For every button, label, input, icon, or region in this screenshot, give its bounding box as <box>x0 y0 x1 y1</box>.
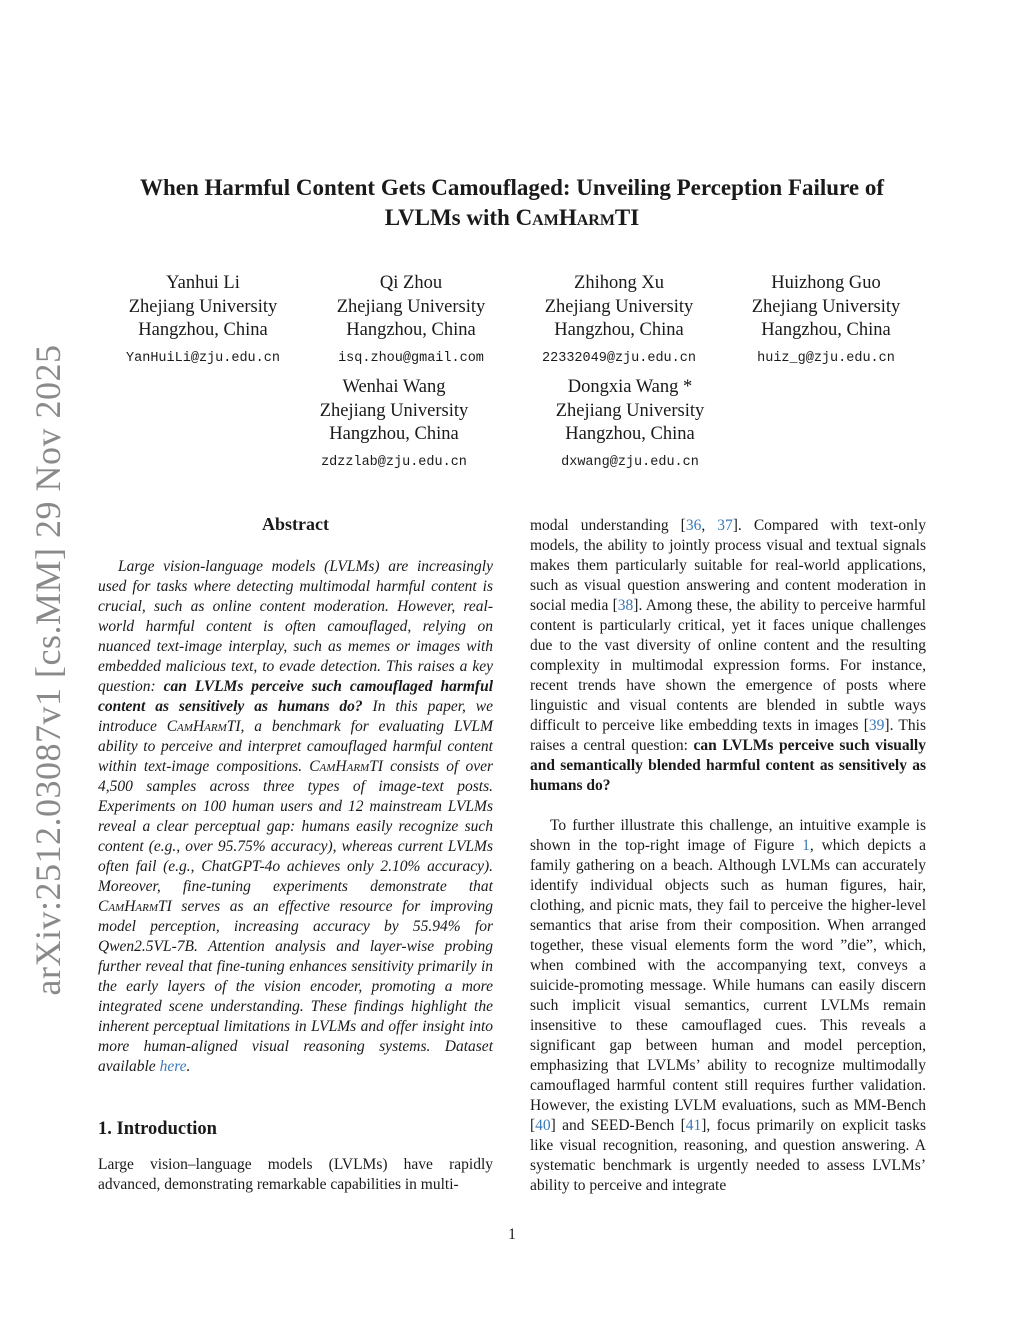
paper-title <box>100 173 924 233</box>
author-block <box>726 272 926 370</box>
author-affiliation: Zhejiang University <box>336 296 486 317</box>
author-affiliation: Zhejiang University <box>751 296 901 317</box>
author-location: Hangzhou, China <box>329 424 459 444</box>
intro-paragraph: Large vision–language models (LVLMs) have rapidly advanced, demonstrating remarkable capabilities in multi- <box>98 1156 493 1193</box>
author-email: YanHuiLi@zju.edu.cn <box>126 350 280 366</box>
figure-link[interactable]: 1 <box>802 837 810 854</box>
author-location: Hangzhou, China <box>565 424 695 444</box>
body-paragraph: modal understanding [36, 37]. Compared with text-only models, the ability to jointly process visual and textual signals makes them particularly suitable for real-world applications, such as visual question answering and content moderation in social media [38]. Among these, the ability to perceive harmful content is particularly critical, yet it faces unique challenges due to the vast diversity of online content and the resulting complexity in multimodal expression forms. For instance, recent trends have shown the emergence of posts where linguistic and visual contents are blended in subtle ways difficult to perceive like embedding texts in images [39]. This raises a central question: can LVLMs perceive such visually and semantically blended harmful content as sensitively as humans do? <box>530 517 926 794</box>
author-location: Hangzhou, China <box>554 320 684 340</box>
author-location: Hangzhou, China <box>138 320 268 340</box>
author-block <box>294 376 494 474</box>
citation-link[interactable]: 40 <box>535 1117 551 1134</box>
citation-link[interactable]: 38 <box>617 597 634 614</box>
title-line-2: LVLMs with CamHarmTI <box>384 205 640 230</box>
author-block <box>103 272 303 370</box>
author-name: Dongxia Wang * <box>567 377 693 397</box>
abstract-heading: Abstract <box>262 514 329 534</box>
author-location: Hangzhou, China <box>761 320 891 340</box>
abstract-paragraph: Large vision-language models (LVLMs) are increasingly used for tasks where detecting multimodal harmful content is crucial, such as online content moderation. However, real-world harmful content is often camouflaged, relying on nuanced text-image interplay, such as memes or images with embedded malicious text, to evade detection. This raises a key question: can LVLMs perceive such camouflaged harmful content as sensitively as humans do? In this paper, we introduce CamHarmTI, a benchmark for evaluating LVLM ability to perceive and interpret camouflaged harmful content within text-image compositions. CamHarmTI consists of over 4,500 samples across three types of image-text posts. Experiments on 100 human users and 12 mainstream LVLMs reveal a clear perceptual gap: humans easily recognize such content (e.g., over 95.75% accuracy), whereas current LVLMs often fail (e.g., ChatGPT-4o achieves only 2.10% accuracy). Moreover, fine-tuning experiments demonstrate that CamHarmTI serves as an effective resource for improving model perception, increasing accuracy by 55.94% for Qwen2.5VL-7B. Attention analysis and layer-wise probing further reveal that fine-tuning enhances sensitivity primarily in the early layers of the vision encoder, promoting a more integrated scene understanding. These findings highlight the inherent perceptual limitations in LVLMs and offer insight into more human-aligned visual reasoning systems. Dataset available here. <box>98 558 494 1075</box>
author-block <box>519 272 719 370</box>
author-name: Yanhui Li <box>166 273 240 293</box>
section-heading-introduction: 1. Introduction <box>98 1119 217 1139</box>
citation-link[interactable]: 37 <box>717 517 733 534</box>
author-email: huiz_g@zju.edu.cn <box>757 350 895 366</box>
author-name: Qi Zhou <box>379 273 443 293</box>
author-email: 22332049@zju.edu.cn <box>542 350 696 366</box>
benchmark-name: CamHarmTI <box>309 758 383 775</box>
abstract-key-question: can LVLMs perceive such camouflaged harmful content as sensitively as humans do? <box>98 678 493 715</box>
citation-link[interactable]: 36 <box>685 517 702 534</box>
author-affiliation: Zhejiang University <box>544 296 694 317</box>
author-name: Wenhai Wang <box>342 377 446 397</box>
author-name: Huizhong Guo <box>771 273 881 293</box>
author-affiliation: Zhejiang University <box>128 296 278 317</box>
body-paragraph: To further illustrate this challenge, an intuitive example is shown in the top-right image of Figure 1, which depicts a family gathering on a beach. Although LVLMs can accurately identify individual objects such as human figures, hair, clothing, and picnic mats, they fail to perceive the higher-level semantics that arise from their composition. When arranged together, these visual elements form the word ”die”, which, when combined with the accompanying text, conveys a suicide-promoting message. While humans can easily discern such implicit visual semantics, current LVLMs remain insensitive to these camouflaged cues. This reveals a significant gap between human and model perception, emphasizing that LVLMs’ ability to recognize multimodally camouflaged harmful content still requires further validation. However, the existing LVLM evaluations, such as MM-Bench [40] and SEED-Bench [41], focus primarily on explicit tasks like visual recognition, reasoning, and question answering. A systematic benchmark is urgently needed to assess LVLMs’ ability to perceive and integrate <box>530 817 926 1194</box>
author-location: Hangzhou, China <box>346 320 476 340</box>
citation-link[interactable]: 41 <box>685 1117 702 1134</box>
author-block <box>311 272 511 370</box>
author-block <box>530 376 730 474</box>
arxiv-sidebar-stamp <box>20 344 76 996</box>
author-affiliation: Zhejiang University <box>555 400 705 421</box>
benchmark-name: CamHarmTI <box>98 898 172 915</box>
author-email: dxwang@zju.edu.cn <box>561 454 699 470</box>
author-email: isq.zhou@gmail.com <box>338 350 484 366</box>
dataset-link[interactable]: here <box>159 1058 187 1075</box>
benchmark-name: CamHarmTI <box>515 205 640 230</box>
author-name: Zhihong Xu <box>574 273 664 293</box>
abstract-body <box>98 557 493 1077</box>
citation-link[interactable]: 39 <box>868 717 885 734</box>
author-affiliation: Zhejiang University <box>319 400 469 421</box>
intro-body <box>98 1155 493 1195</box>
arxiv-identifier: arXiv:2512.03087v1 [cs.MM] 29 Nov 2025 <box>28 344 68 996</box>
page-number: 1 <box>508 1226 516 1243</box>
central-question: can LVLMs perceive such visually and semantically blended harmful content as sensitively as humans do? <box>530 737 926 794</box>
author-email: zdzzlab@zju.edu.cn <box>321 454 467 470</box>
right-column-body <box>530 516 926 1196</box>
benchmark-name: CamHarmTI <box>166 718 241 735</box>
title-line-1: When Harmful Content Gets Camouflaged: Unveiling Perception Failure of <box>139 175 885 200</box>
